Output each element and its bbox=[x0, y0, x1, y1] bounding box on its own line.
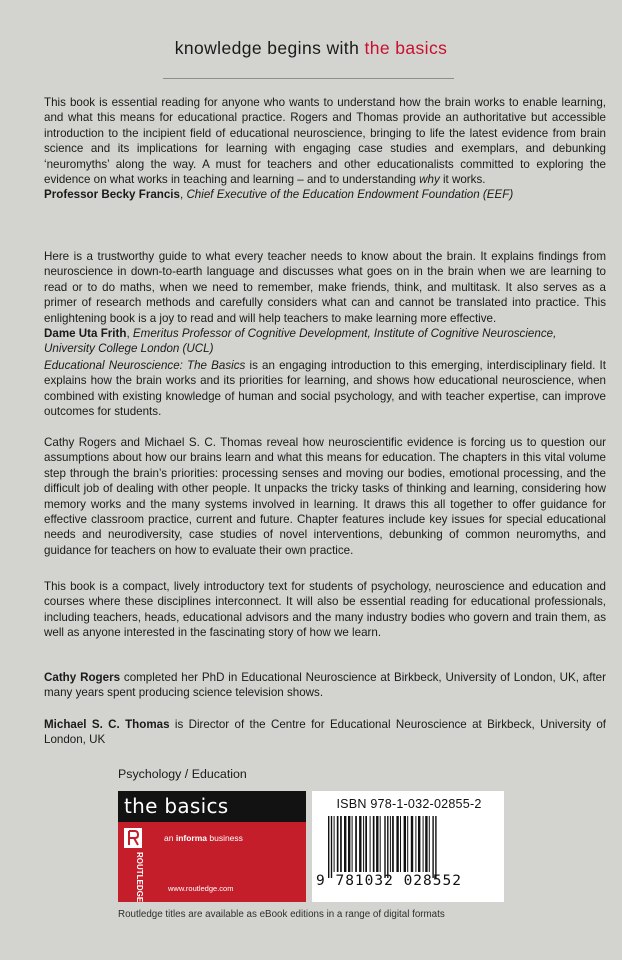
publisher-logo-text: ROUTLEDGE bbox=[135, 852, 144, 903]
isbn-label: ISBN 978-1-032-02855-2 bbox=[336, 797, 482, 811]
barcode-bar bbox=[425, 816, 427, 872]
isbn-barcode-box bbox=[312, 791, 504, 902]
endorsement-text: This book is essential reading for anyone who wants to understand how the brain works to enable learning, and what this means for educational practice. Rogers and Thomas provide an authoritative but accessible introduction to the incipient field of educational neuroscience, bringing to life the latest evidence from brain science and its implications for learning with engaging case studies and exemplars, and debunking ‘neuromyths’ along the way. A must for teachers and other educationalists committed to exploring the evidence on what works in teaching and learning – and to understanding why it works. bbox=[44, 96, 606, 187]
barcode-bar bbox=[415, 816, 416, 872]
intro-text: is an engaging introduction to this emerging, interdisciplinary field. It explains how the brain works and its priorities for learning, and shows how educational neuroscience, when combined with existing knowledge of human and social psychology, and with teacher expertise, can improve outcomes for students. bbox=[44, 359, 606, 419]
barcode-bar bbox=[432, 816, 433, 878]
barcode-bar bbox=[435, 816, 436, 878]
book-title: Educational Neuroscience: The Basics bbox=[44, 359, 246, 372]
endorsement-attribution: Professor Becky Francis, Chief Executive of the Education Endowment Foundation (EEF) bbox=[44, 188, 514, 202]
barcode-bar bbox=[355, 816, 357, 872]
barcode-bar bbox=[363, 816, 364, 872]
author-bio-rogers bbox=[44, 670, 606, 701]
ebook-note: Routledge titles are available as eBook editions in a range of digital formats bbox=[118, 909, 445, 920]
barcode-bar bbox=[370, 816, 371, 872]
endorser-role: Chief Executive of the Education Endowment Foundation (EEF) bbox=[186, 188, 514, 202]
barcode-bar bbox=[328, 816, 329, 878]
endorsement-attribution: Dame Uta Frith, Emeritus Professor of Cognitive Development, Institute of Cognitive Neuroscience, University College London (UCL) bbox=[44, 327, 557, 356]
author-bio: completed her PhD in Educational Neuroscience at Birkbeck, University of London, UK, after many years spent producing science television shows. bbox=[44, 671, 606, 700]
author-name: Michael S. C. Thomas bbox=[44, 718, 170, 731]
routledge-logo-icon bbox=[123, 828, 144, 903]
description-audience: This book is a compact, lively introductory text for students of psychology, neuroscience and education and courses where these disciplines interconnect. It will also be essential reading for educational professionals, including teachers, heads, educational advisors and the many industry bodies who govern and train them, as well as anyone interested in the fascinating story of how we learn. bbox=[44, 580, 606, 640]
publisher-website: www.routledge.com bbox=[168, 884, 234, 893]
endorsement-text: Here is a trustworthy guide to what every teacher needs to know about the brain. It explains findings from neuroscience in down-to-earth language and discusses what goes on in the brain when we are learning to read or to do maths, when we need to remember, make friends, think, and multitask. It also serves as a primer of research methods and carefully considers what can and cannot be translated into practice. This enlightening book is a joy to read and will help teachers to make learning more effective. bbox=[44, 250, 606, 325]
description-chapters: Cathy Rogers and Michael S. C. Thomas reveal how neuroscientific evidence is forcing us to question our assumptions about how our brains learn and what this means for education. The chapters in this vital volume step through the brain’s priorities: processing senses and moving our bodies, emotional processing, and the difficult job of dealing with other people. It unpacks the tricky tasks of thinking and learning, considering how memory works and the many systems involved in learning. It draws this all together to offer guidance for effective classroom practice, current and future. Chapter features include key issues for special educational needs and neurodiversity, case studies of novel interventions, debunking of common neuromyths, and guidance for teachers on how to evaluate their own practice. bbox=[44, 436, 606, 557]
author-bio: is Director of the Centre for Educational Neuroscience at Birkbeck, University of London, UK bbox=[44, 718, 607, 747]
endorsement-francis bbox=[44, 95, 606, 203]
barcode-bar bbox=[340, 816, 342, 872]
barcode-bar bbox=[380, 816, 381, 872]
barcode-bar bbox=[390, 816, 391, 872]
barcode-bar bbox=[396, 816, 398, 872]
barcode-bar bbox=[331, 816, 332, 878]
subject-category: Psychology / Education bbox=[118, 767, 247, 781]
description-intro bbox=[44, 358, 606, 420]
author-name: Cathy Rogers bbox=[44, 671, 121, 684]
barcode-bar bbox=[392, 816, 394, 872]
barcode-bar bbox=[387, 816, 388, 878]
endorsement-frith bbox=[44, 249, 606, 357]
barcode-bar bbox=[418, 816, 420, 872]
barcode-bar bbox=[384, 816, 385, 878]
barcode-bar bbox=[411, 816, 413, 872]
barcode-bar bbox=[400, 816, 401, 872]
author-bio-thomas bbox=[44, 717, 606, 748]
barcode-bar bbox=[359, 816, 361, 872]
tagline-highlight: the basics bbox=[364, 38, 448, 58]
barcode-bar bbox=[429, 816, 430, 872]
barcode-bar bbox=[404, 816, 406, 872]
series-tagline bbox=[0, 38, 622, 59]
barcode-bar bbox=[334, 816, 335, 872]
barcode-bar bbox=[376, 816, 378, 872]
barcode-bar bbox=[344, 816, 346, 872]
informa-tagline: an informa business bbox=[164, 833, 243, 843]
series-name: the basics bbox=[118, 791, 306, 822]
barcode-bar bbox=[423, 816, 424, 872]
barcode-digits: 9 781032 028552 bbox=[316, 873, 462, 889]
series-brand-panel bbox=[118, 791, 306, 902]
endorser-role: Emeritus Professor of Cognitive Development, Institute of Cognitive Neuroscience, University College London (UCL) bbox=[44, 327, 557, 356]
barcode-bar bbox=[352, 816, 353, 872]
barcode-bar bbox=[373, 816, 375, 872]
barcode-bar bbox=[365, 816, 367, 872]
barcode-bar bbox=[407, 816, 408, 872]
barcode-bar bbox=[337, 816, 339, 872]
header-divider bbox=[163, 78, 454, 79]
barcode-bar bbox=[348, 816, 350, 872]
endorser-name: Dame Uta Frith bbox=[44, 327, 127, 341]
endorser-name: Professor Becky Francis bbox=[44, 188, 180, 202]
barcode-bars bbox=[326, 816, 498, 878]
tagline-prefix: knowledge begins with bbox=[174, 38, 365, 58]
